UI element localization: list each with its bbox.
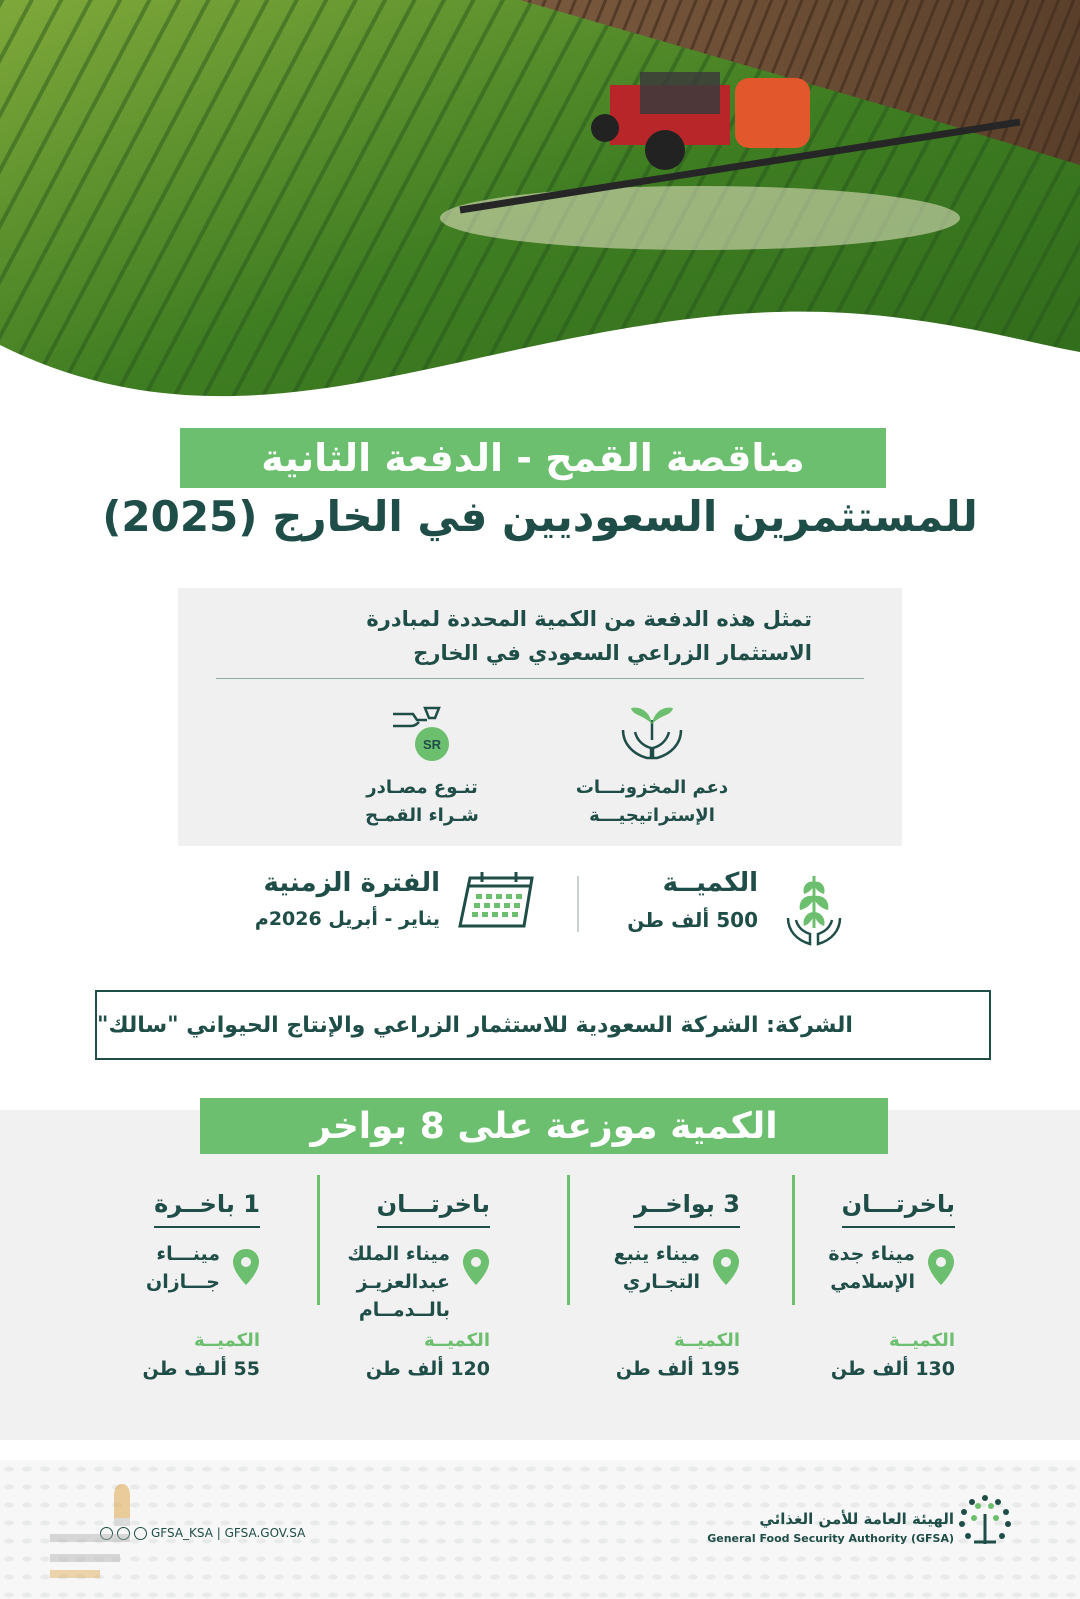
quantity-label: الكميــة	[193, 1330, 260, 1351]
feature-diversify-sources	[322, 700, 522, 830]
location-pin-icon	[712, 1248, 740, 1286]
title-block	[0, 428, 1080, 548]
port-name-line1: ميناء جدة	[828, 1243, 915, 1265]
ships-title: الكمية موزعة على 8 بواخر	[200, 1098, 888, 1154]
period-value: يناير - أبريل 2026م	[254, 908, 440, 930]
quantity-label: الكميــة	[673, 1330, 740, 1351]
company-text: الشركة: الشركة السعودية للاستثمار الزراعي والإنتاج الحيواني "سالك"	[97, 1012, 853, 1038]
port-name-line2: التجـاري	[622, 1271, 700, 1293]
quantity-value: 500 ألف طن	[627, 908, 758, 932]
info-text	[252, 602, 812, 670]
port-name-line1: ميناء الملك	[347, 1243, 450, 1265]
ship-column-yanbu	[580, 1190, 740, 1390]
ship-count: باخرتـــان	[842, 1190, 955, 1228]
column-separator	[567, 1175, 570, 1305]
social-text: GFSA_KSA | GFSA.GOV.SA	[151, 1526, 306, 1540]
info-text-line2: الاستثمار الزراعي السعودي في الخارج	[413, 641, 812, 665]
quantity-value: 55 ألـف طن	[142, 1358, 260, 1380]
location-pin-icon	[232, 1248, 260, 1286]
column-separator	[317, 1175, 320, 1305]
ship-column-jazan	[100, 1190, 260, 1390]
org-name-arabic: الهيئة العامة للأمن الغذائي	[759, 1510, 954, 1528]
info-divider	[216, 678, 864, 679]
quantity-label: الكميــة	[423, 1330, 490, 1351]
org-name-english: General Food Security Authority (GFSA)	[707, 1532, 954, 1545]
watermark-logo	[30, 1478, 150, 1588]
port-name-line2: الإسلامي	[830, 1271, 915, 1293]
company-box	[95, 990, 991, 1060]
hero-photo	[0, 0, 1080, 430]
feature-label-line1: تنـوع مصـادر	[366, 777, 478, 798]
port-name-line1: مينـــاء	[156, 1243, 220, 1265]
location-pin-icon	[927, 1248, 955, 1286]
footer	[0, 1460, 1080, 1599]
plant-in-hands-icon	[784, 868, 844, 948]
quantity-value: 130 ألف طن	[830, 1358, 955, 1380]
feature-label-line2: شـراء القمـح	[365, 805, 479, 826]
location-pin-icon	[462, 1248, 490, 1286]
period-label: الفترة الزمنية	[263, 868, 440, 898]
feature-label-line1: دعم المخزونـــات	[575, 777, 729, 798]
port-name-line1: ميناء ينبع	[613, 1243, 700, 1265]
feature-strategic-reserves	[552, 700, 752, 830]
quantity-label: الكميــة	[888, 1330, 955, 1351]
quantity-value: 195 ألف طن	[615, 1358, 740, 1380]
quantity-label: الكميــة	[662, 868, 758, 898]
ship-column-dammam	[330, 1190, 490, 1390]
ship-count: 1 باخــرة	[154, 1190, 260, 1228]
gfsa-logo-icon	[956, 1492, 1014, 1550]
port-name-line2: عبدالعزيـز	[356, 1271, 450, 1293]
port-name-line3: بالــدمــام	[358, 1299, 450, 1321]
quantity-value: 120 ألف طن	[365, 1358, 490, 1380]
money-bag-icon-text: SR	[422, 737, 442, 752]
calendar-icon	[454, 870, 538, 932]
info-box	[178, 588, 902, 846]
plant-in-hands-icon	[617, 700, 687, 766]
money-bag-icon	[387, 700, 457, 766]
feature-label-line2: الإستراتيجيـــة	[589, 805, 715, 826]
port	[100, 1240, 260, 1296]
quantity-period-separator	[577, 876, 579, 932]
quantity-period-row	[0, 862, 1080, 952]
title-banner: مناقصة القمح - الدفعة الثانية	[180, 428, 886, 488]
title-subheading: للمستثمرين السعوديين في الخارج (2025)	[102, 492, 978, 541]
column-separator	[792, 1175, 795, 1305]
ship-count: باخرتـــان	[377, 1190, 490, 1228]
port	[330, 1240, 490, 1324]
port	[580, 1240, 740, 1296]
info-text-line1: تمثل هذه الدفعة من الكمية المحددة لمبادرة	[366, 607, 812, 631]
port	[795, 1240, 955, 1296]
wheat-field-tractor-image	[0, 0, 1080, 430]
ship-count: 3 بواخــر	[634, 1190, 740, 1228]
ship-column-jeddah	[795, 1190, 955, 1390]
port-name-line2: جـــازان	[146, 1271, 220, 1293]
